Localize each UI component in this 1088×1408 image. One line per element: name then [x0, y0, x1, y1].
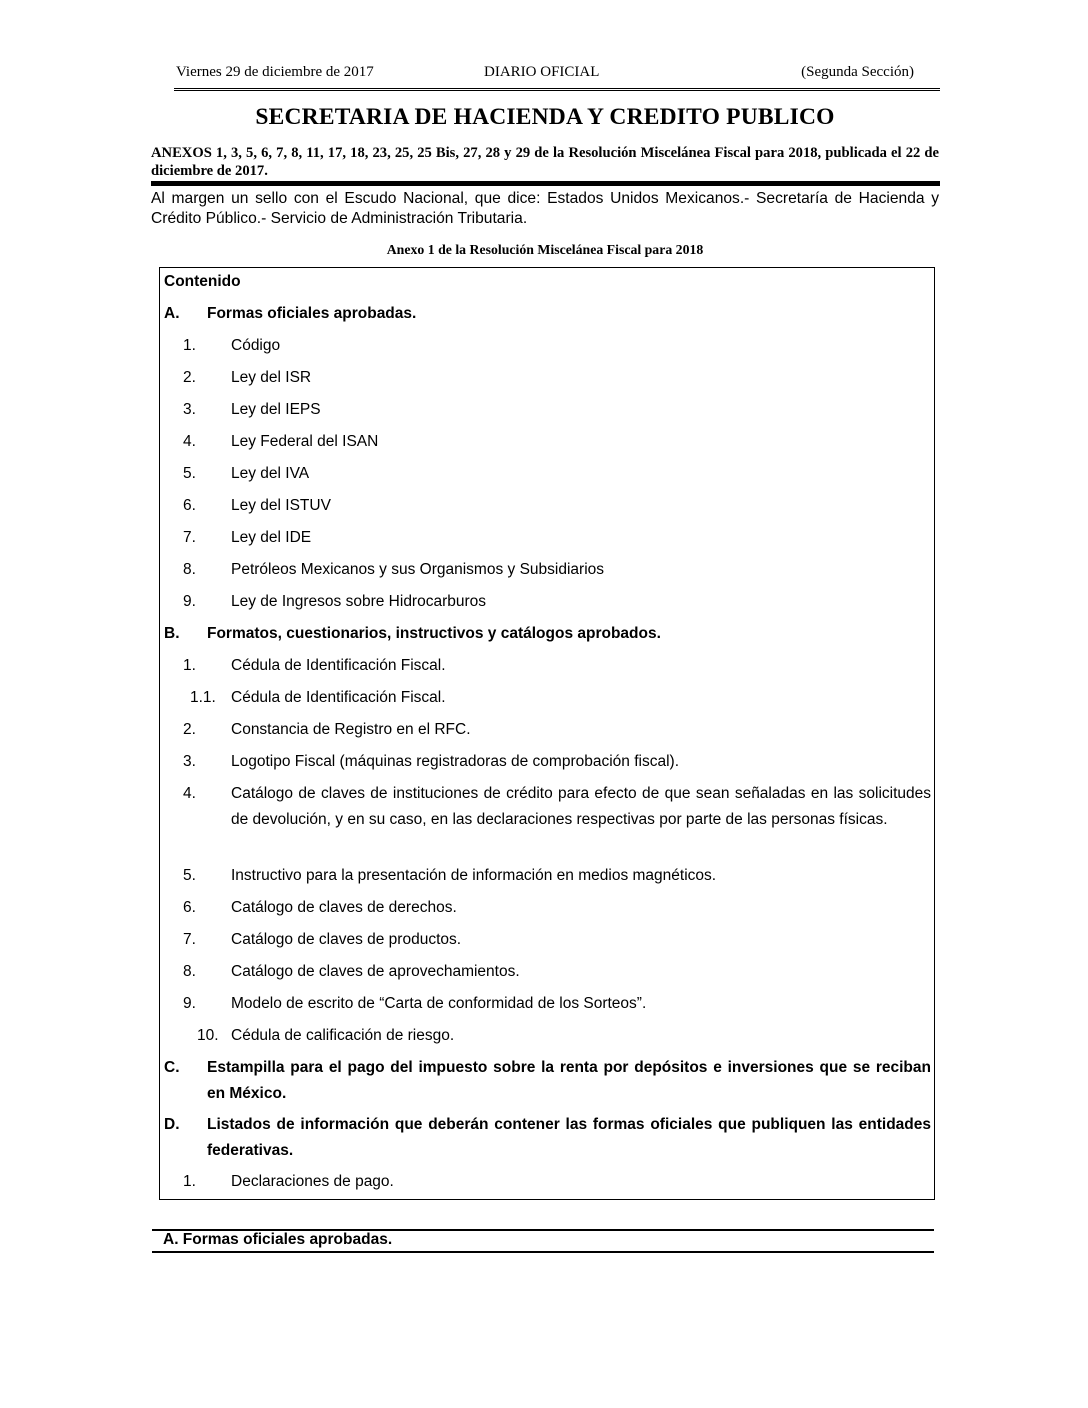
- item-text: Ley del ISTUV: [231, 497, 331, 514]
- item-text: Declaraciones de pago.: [231, 1173, 394, 1190]
- item-text: Ley del IVA: [231, 465, 310, 482]
- annex-title: Anexo 1 de la Resolución Miscelánea Fiscal para 2018: [386, 242, 704, 257]
- item-number: 6.: [183, 497, 196, 514]
- item-number: 1.: [183, 1173, 196, 1190]
- item-number: 7.: [183, 529, 196, 546]
- item-number: 9.: [183, 995, 196, 1012]
- item-number: 3.: [183, 401, 196, 418]
- item-text: Instructivo para la presentación de información en medios magnéticos.: [231, 867, 717, 884]
- section-title: Listados de información que deberán contener las formas oficiales que publiquen las entidades federativas.: [207, 1116, 931, 1159]
- header-section: (Segunda Sección): [801, 64, 914, 80]
- page-header: [174, 62, 940, 91]
- contents-box: [159, 267, 935, 1200]
- item-number: 5.: [183, 867, 196, 884]
- item-number: 10.: [197, 1027, 219, 1044]
- item-number: 7.: [183, 931, 196, 948]
- section-rule-bottom: [152, 1251, 934, 1253]
- item-number: 2.: [183, 721, 196, 738]
- item-text: Logotipo Fiscal (máquinas registradoras de comprobación fiscal).: [231, 753, 679, 770]
- item-text: Catálogo de claves de derechos.: [231, 899, 457, 916]
- margin-note: Al margen un sello con el Escudo Nacional, que dice: Estados Unidos Mexicanos.- Secretaría de Hacienda y Crédito Público.- Servicio de Administración Tributaria.: [151, 190, 939, 227]
- item-text: Catálogo de claves de productos.: [231, 931, 462, 948]
- section-title: Formatos, cuestionarios, instructivos y catálogos aprobados.: [207, 625, 661, 642]
- anexos-title: ANEXOS 1, 3, 5, 6, 7, 8, 11, 17, 18, 23, 25, 25 Bis, 27, 28 y 29 de la Resolución Miscelánea Fiscal para 2018, publicada el 22 de diciembre de 2017.: [151, 145, 939, 179]
- item-text: Cédula de Identificación Fiscal.: [231, 657, 446, 674]
- item-number: 3.: [183, 753, 196, 770]
- item-number: 1.: [183, 657, 196, 674]
- item-text: Petróleos Mexicanos y sus Organismos y Subsidiarios: [231, 561, 605, 578]
- section-letter: A.: [164, 305, 180, 322]
- header-publication: DIARIO OFICIAL: [484, 64, 600, 80]
- item-number: 9.: [183, 593, 196, 610]
- item-number: 1.1.: [190, 689, 216, 706]
- header-date: Viernes 29 de diciembre de 2017: [176, 64, 374, 80]
- item-number: 2.: [183, 369, 196, 386]
- item-number: 8.: [183, 561, 196, 578]
- item-text: Constancia de Registro en el RFC.: [231, 721, 471, 738]
- item-text: Catálogo de claves de instituciones de crédito para efecto de que sean señaladas en las solicitudes de devolución, y en su caso, en las declaraciones respectivas por parte de las personas físicas.: [231, 785, 931, 828]
- section-title: Estampilla para el pago del impuesto sobre la renta por depósitos e inversiones que se reciban en México.: [207, 1059, 931, 1102]
- item-number: 6.: [183, 899, 196, 916]
- item-text: Ley del IEPS: [231, 401, 321, 418]
- item-number: 8.: [183, 963, 196, 980]
- thick-divider: [151, 181, 940, 186]
- contents-heading-label: Contenido: [164, 273, 241, 290]
- item-text: Catálogo de claves de aprovechamientos.: [231, 963, 520, 980]
- secretaria-title: SECRETARIA DE HACIENDA Y CREDITO PUBLICO: [255, 104, 835, 130]
- item-number: 5.: [183, 465, 196, 482]
- section-letter: B.: [164, 625, 180, 642]
- item-text: Ley Federal del ISAN: [231, 433, 379, 450]
- item-text: Código: [231, 337, 281, 354]
- item-text: Ley del IDE: [231, 529, 312, 546]
- item-text: Cédula de calificación de riesgo.: [231, 1027, 455, 1044]
- item-text: Ley de Ingresos sobre Hidrocarburos: [231, 593, 487, 610]
- section-letter: C.: [164, 1059, 180, 1076]
- item-number: 1.: [183, 337, 196, 354]
- item-text: Modelo de escrito de “Carta de conformidad de los Sorteos”.: [231, 995, 647, 1012]
- section-a-heading: A. Formas oficiales aprobadas.: [163, 1231, 393, 1248]
- item-text: Ley del ISR: [231, 369, 312, 386]
- item-number: 4.: [183, 433, 196, 450]
- section-title: Formas oficiales aprobadas.: [207, 305, 417, 322]
- item-number: 4.: [183, 785, 196, 802]
- item-text: Cédula de Identificación Fiscal.: [231, 689, 446, 706]
- section-letter: D.: [164, 1116, 180, 1133]
